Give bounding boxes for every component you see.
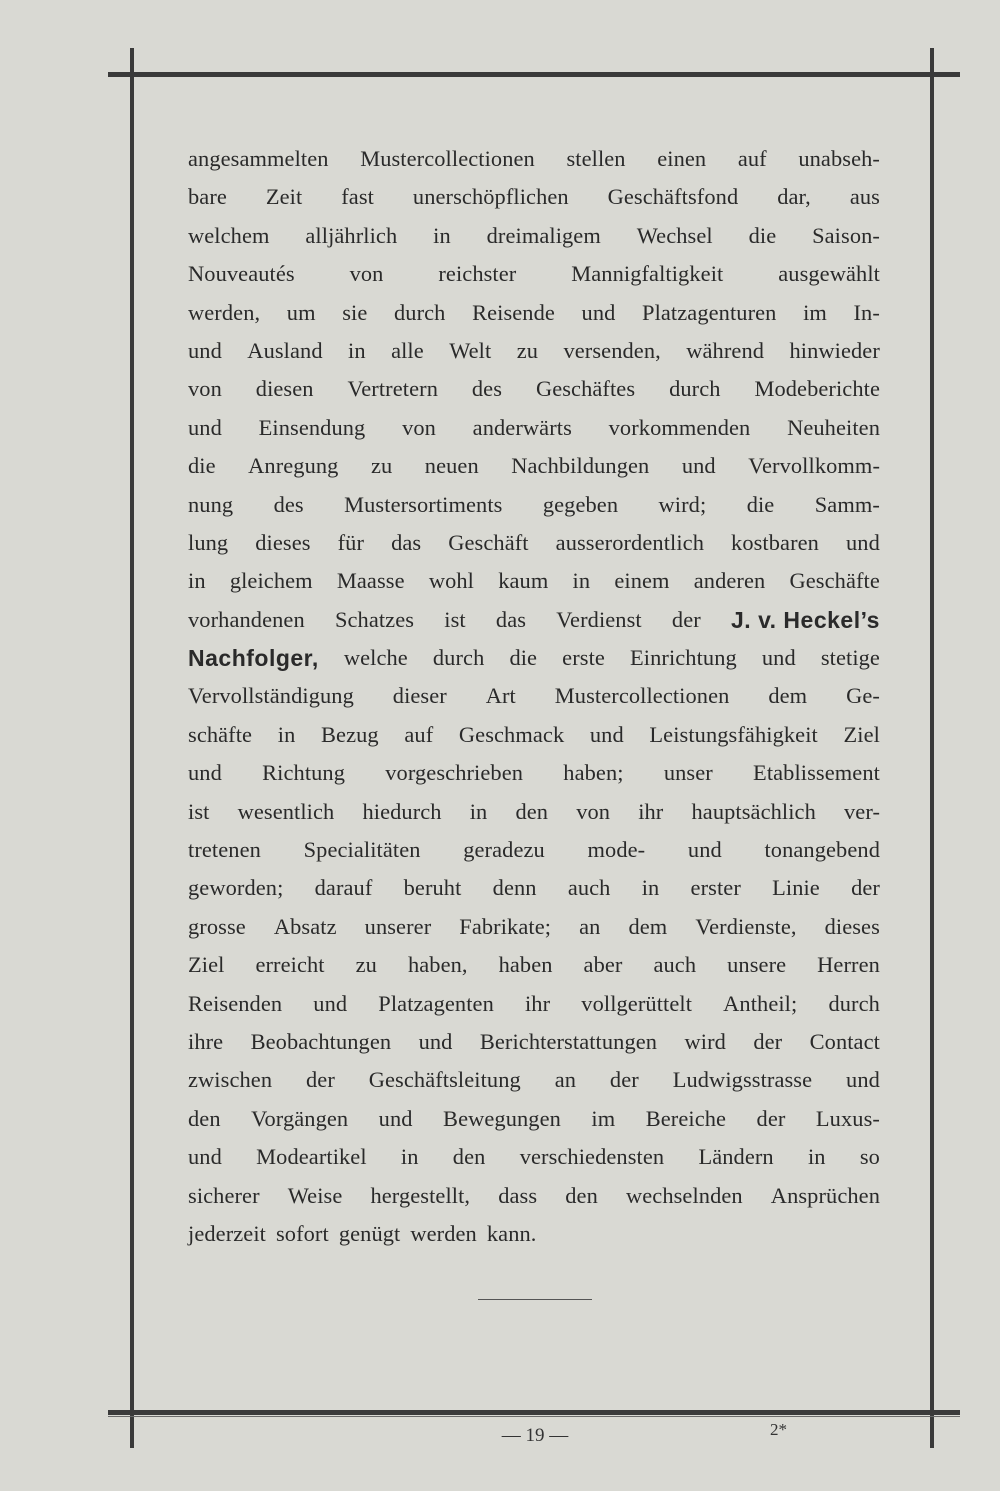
word: Zeit <box>265 184 303 210</box>
word: durch <box>393 299 446 325</box>
word: in <box>807 1144 826 1170</box>
word: vorkommenden <box>608 414 751 440</box>
word: reichster <box>438 261 517 287</box>
word: Ludwigsstrasse <box>672 1067 813 1093</box>
text-line <box>188 1138 880 1176</box>
word: in <box>348 337 366 363</box>
word: den <box>452 1144 486 1170</box>
word: Bereiche <box>645 1105 727 1131</box>
word: auch <box>653 952 697 978</box>
word: der <box>756 1105 786 1131</box>
word: Mustercollectionen <box>360 146 535 171</box>
word: genügt <box>338 1220 401 1246</box>
word: ver- <box>844 798 880 824</box>
word: angesammelten <box>188 146 329 171</box>
word: und <box>418 1028 453 1054</box>
word: Anregung <box>248 453 339 479</box>
word: im <box>803 299 827 325</box>
word: Neuheiten <box>787 414 880 440</box>
word: unsere <box>727 952 787 978</box>
word: wird <box>684 1028 726 1054</box>
word: wohl <box>428 568 474 594</box>
word: wesentlich <box>237 798 335 824</box>
word: den <box>188 1105 221 1131</box>
word: Contact <box>809 1028 880 1054</box>
word: von <box>576 798 611 824</box>
word: auch <box>567 875 611 901</box>
word: zu <box>516 337 539 363</box>
word: nung <box>188 491 234 517</box>
separator-line <box>478 1299 592 1300</box>
word: für <box>337 529 365 555</box>
word: Maasse <box>336 568 405 594</box>
word: die <box>746 491 775 517</box>
text-line <box>188 1100 880 1138</box>
word: in <box>641 875 660 901</box>
word: sie <box>342 299 368 325</box>
text-line <box>188 908 880 946</box>
word: werden, <box>188 299 261 325</box>
page-number: — 19 — <box>501 1425 569 1446</box>
word: während <box>686 337 765 363</box>
word: Geschäftsfond <box>607 184 739 210</box>
word: kaum <box>498 568 549 594</box>
word: erreicht <box>255 952 325 978</box>
word: unserer <box>364 913 432 939</box>
word: anderwärts <box>472 414 572 440</box>
word: zu <box>355 952 377 978</box>
word: sofort <box>275 1220 329 1246</box>
word: Vervollständigung <box>188 683 354 709</box>
text-line <box>188 754 880 792</box>
word: geworden; <box>188 875 284 901</box>
word: und <box>188 414 222 440</box>
word: und <box>581 299 616 325</box>
word: Einrichtung <box>630 645 737 671</box>
word: neuen <box>424 453 479 479</box>
word: erster <box>690 875 741 901</box>
text-line <box>188 486 880 524</box>
word: die <box>509 645 538 671</box>
word: dass <box>498 1182 538 1208</box>
word: und <box>378 1105 413 1131</box>
word: ausserordentlich <box>555 529 704 555</box>
word: der <box>851 875 880 901</box>
word: lung <box>188 529 229 555</box>
word: der <box>671 606 701 632</box>
word: darauf <box>314 875 373 901</box>
word: Geschäftes <box>535 376 636 402</box>
word: durch <box>432 645 485 671</box>
word: kann. <box>486 1220 537 1246</box>
text-line <box>188 1215 880 1253</box>
word: Herren <box>817 952 880 978</box>
word: Modeberichte <box>754 376 880 402</box>
word: Modeartikel <box>256 1144 367 1170</box>
text-line <box>188 985 880 1023</box>
word: dreimaligem <box>486 222 601 248</box>
word: so <box>859 1144 880 1170</box>
text-line <box>188 255 880 293</box>
word: und <box>681 453 716 479</box>
word: Ansprüchen <box>770 1182 880 1208</box>
text-line <box>188 831 880 869</box>
word: bare <box>188 184 227 210</box>
word: verschiedensten <box>519 1144 665 1170</box>
word: vorhandenen <box>188 606 305 632</box>
word: Verdienst <box>556 606 642 632</box>
text-line <box>188 716 880 754</box>
word: von <box>402 414 436 440</box>
text-line <box>188 639 880 677</box>
word: einen <box>657 146 707 171</box>
word: wechselnden <box>625 1182 743 1208</box>
word: und <box>313 990 348 1016</box>
word: diesen <box>255 376 314 402</box>
word: Vervollkomm- <box>748 453 880 479</box>
word: werden <box>410 1220 477 1246</box>
text-line <box>188 140 880 178</box>
word: ihr <box>638 798 664 824</box>
word: versenden, <box>563 337 661 363</box>
word: Fabrikate; <box>459 913 552 939</box>
word: denn <box>492 875 537 901</box>
word: und <box>846 529 880 555</box>
word: dieser <box>392 683 447 709</box>
text-line <box>188 1023 880 1061</box>
word: das <box>391 529 422 555</box>
word: im <box>591 1105 616 1131</box>
word: aus <box>849 184 880 210</box>
word: des <box>273 491 304 517</box>
word: Leistungsfähigkeit <box>649 721 818 747</box>
word: beruht <box>403 875 462 901</box>
word: und <box>761 645 796 671</box>
word: kostbaren <box>731 529 819 555</box>
word: vollgerüttelt <box>581 990 693 1016</box>
word: Luxus- <box>815 1105 880 1131</box>
word: Ziel <box>188 952 225 978</box>
word: erste <box>562 645 605 671</box>
text-line <box>188 946 880 984</box>
word: wird; <box>658 491 707 517</box>
text-line <box>188 217 880 255</box>
word: gleichem <box>229 568 313 594</box>
word: dem <box>768 683 808 709</box>
word: ihr <box>524 990 551 1016</box>
word: in <box>400 1144 419 1170</box>
word: Welt <box>449 337 492 363</box>
frame-left-rule <box>130 48 134 1448</box>
word: durch <box>828 990 880 1016</box>
frame-top-rule <box>108 72 960 77</box>
text-line <box>188 1177 880 1215</box>
word: Saison- <box>812 222 880 248</box>
frame-bottom-rule <box>108 1410 960 1415</box>
word: zwischen <box>188 1067 273 1093</box>
word: Geschäftsleitung <box>368 1067 521 1093</box>
word: in <box>277 721 296 747</box>
word: Etablissement <box>753 760 880 786</box>
word: dieses <box>824 913 880 939</box>
text-line <box>188 793 880 831</box>
word: hiedurch <box>362 798 442 824</box>
text-line <box>188 1061 880 1099</box>
word: Nachfolger, <box>188 645 319 672</box>
text-line <box>188 332 880 370</box>
word: vorgeschrieben <box>385 760 524 786</box>
word: in <box>572 568 591 594</box>
text-line <box>188 524 880 562</box>
word: von <box>349 261 384 287</box>
word: und <box>188 760 222 786</box>
word: unabseh- <box>798 146 880 171</box>
word: Einsendung <box>258 414 366 440</box>
word: Absatz <box>273 913 337 939</box>
word: das <box>495 606 527 632</box>
text-line <box>188 294 880 332</box>
word: tonangebend <box>764 837 880 863</box>
word: alljährlich <box>305 222 398 248</box>
word: Reisende <box>472 299 555 325</box>
word: Linie <box>772 875 820 901</box>
word: fast <box>341 184 374 210</box>
word: und <box>687 837 722 863</box>
word: einem <box>614 568 670 594</box>
word: und <box>188 1144 222 1170</box>
word: und <box>846 1067 880 1093</box>
word: hinwieder <box>789 337 880 363</box>
text-line <box>188 601 880 639</box>
word: der <box>753 1028 783 1054</box>
text-line <box>188 447 880 485</box>
word: haben; <box>563 760 624 786</box>
word: Berichterstattungen <box>479 1028 658 1054</box>
word: Geschäft <box>448 529 529 555</box>
word: ihre <box>188 1028 224 1054</box>
word: und <box>589 721 624 747</box>
word: die <box>188 453 216 479</box>
word: haben, <box>407 952 468 978</box>
word: und <box>188 337 222 363</box>
text-line <box>188 562 880 600</box>
word: ausgewählt <box>778 261 880 287</box>
word: der <box>305 1067 335 1093</box>
word: Samm- <box>814 491 880 517</box>
word: tretenen <box>188 837 261 863</box>
word: aber <box>583 952 623 978</box>
word: Vorgängen <box>251 1105 349 1131</box>
word: der <box>609 1067 639 1093</box>
word: schäfte <box>188 721 253 747</box>
word: den <box>565 1182 598 1208</box>
word: stellen <box>566 146 626 171</box>
word: ist <box>444 606 466 632</box>
word: Mustersortiments <box>344 491 503 517</box>
word: Platzagenten <box>378 990 494 1016</box>
word: an <box>579 913 601 939</box>
word: gegeben <box>542 491 619 517</box>
word: Bezug <box>321 721 379 747</box>
word: mode- <box>587 837 646 863</box>
word: auf <box>737 146 767 171</box>
word: dem <box>628 913 668 939</box>
word: Beobachtungen <box>250 1028 392 1054</box>
word: anderen <box>693 568 766 594</box>
word: unerschöpflichen <box>412 184 569 210</box>
word: um <box>286 299 316 325</box>
word: Geschmack <box>458 721 565 747</box>
word: Nouveautés <box>188 261 295 287</box>
word: unser <box>663 760 713 786</box>
word: von <box>188 376 222 402</box>
word: des <box>471 376 503 402</box>
word: J. v. Heckel’s <box>731 606 880 633</box>
frame-bottom-thin-rule <box>108 1416 960 1417</box>
word: durch <box>669 376 721 402</box>
word: Platzagenturen <box>642 299 777 325</box>
word: sicherer <box>188 1182 260 1208</box>
word: Ländern <box>698 1144 774 1170</box>
word: ist <box>188 798 210 824</box>
word: Bewegungen <box>443 1105 561 1131</box>
word: hauptsächlich <box>691 798 816 824</box>
word: Schatzes <box>334 606 415 632</box>
word: in <box>433 222 451 248</box>
word: Mannigfaltigkeit <box>571 261 724 287</box>
word: welche <box>343 645 408 671</box>
word: jederzeit <box>188 1220 266 1246</box>
word: Vertretern <box>347 376 438 402</box>
text-line <box>188 869 880 907</box>
frame-right-rule <box>930 48 934 1448</box>
text-line <box>188 178 880 216</box>
body-text <box>188 140 880 1253</box>
word: welchem <box>188 222 270 248</box>
word: Ge- <box>846 683 880 709</box>
word: Specialitäten <box>303 837 421 863</box>
text-line <box>188 409 880 447</box>
word: Nachbildungen <box>511 453 650 479</box>
word: haben <box>498 952 553 978</box>
word: Wechsel <box>636 222 713 248</box>
word: an <box>554 1067 577 1093</box>
word: Art <box>485 683 516 709</box>
word: auf <box>404 721 434 747</box>
text-line <box>188 677 880 715</box>
word: dieses <box>255 529 311 555</box>
word: zu <box>370 453 393 479</box>
word: Weise <box>287 1182 343 1208</box>
word: in <box>188 568 206 594</box>
word: Antheil; <box>723 990 798 1016</box>
word: die <box>748 222 777 248</box>
word: stetige <box>820 645 880 671</box>
word: Mustercollectionen <box>554 683 730 709</box>
word: hergestellt, <box>370 1182 471 1208</box>
word: Ziel <box>843 721 880 747</box>
word: alle <box>391 337 424 363</box>
word: In- <box>853 299 880 325</box>
word: dar, <box>777 184 811 210</box>
signature-mark: 2* <box>770 1420 787 1439</box>
word: Richtung <box>262 760 346 786</box>
word: Verdienste, <box>695 913 797 939</box>
word: Ausland <box>247 337 323 363</box>
text-line <box>188 370 880 408</box>
word: Reisenden <box>188 990 283 1016</box>
word: in <box>469 798 488 824</box>
word: grosse <box>188 913 246 939</box>
word: Geschäfte <box>789 568 880 594</box>
word: geradezu <box>463 837 545 863</box>
word: den <box>515 798 549 824</box>
